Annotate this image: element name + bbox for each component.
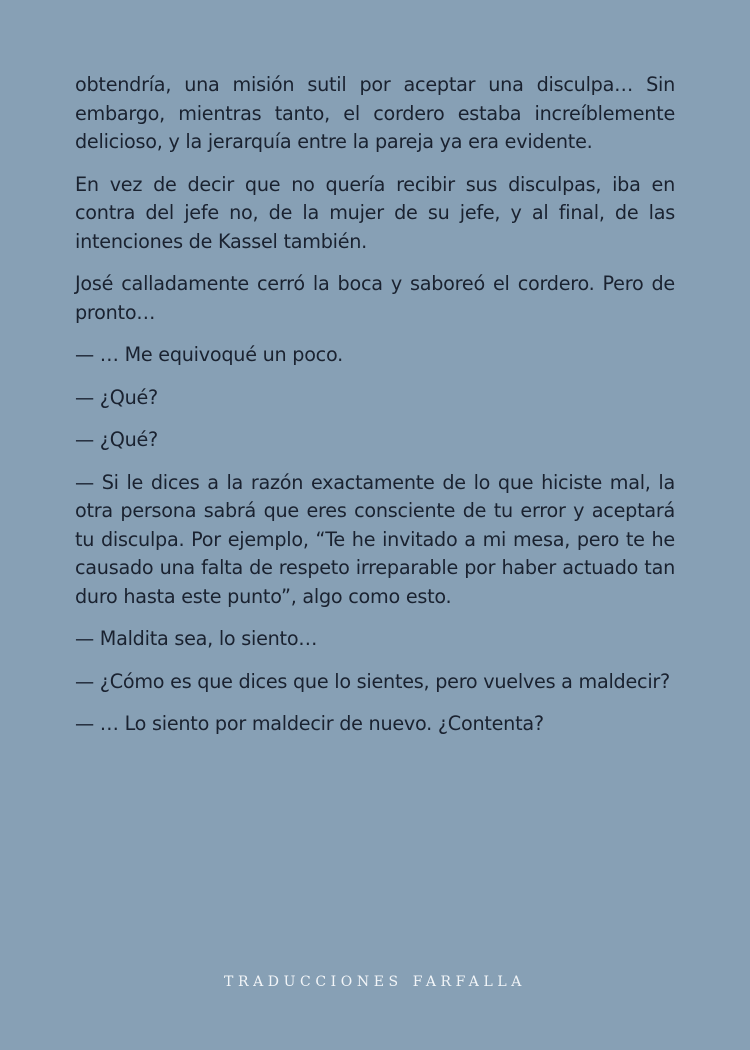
dialogue-line-2: — ¿Qué? xyxy=(75,385,158,409)
dialogue-line-1: — … Me equivoqué un poco. xyxy=(75,343,343,366)
paragraph-narration-1: obtendría, una misión sutil por aceptar una disculpa… Sin embargo, mientras tanto, el cordero estaba increíblemente delicioso, y la jerarquía entre la pareja ya era evidente. xyxy=(75,73,675,153)
document-body xyxy=(75,71,675,753)
publisher-footer xyxy=(0,974,750,990)
footer-word-traducciones: TRADUCCIONES xyxy=(224,974,403,990)
dialogue-line-7: — … Lo siento por maldecir de nuevo. ¿Contenta? xyxy=(75,712,544,735)
paragraph-narration-2: En vez de decir que no quería recibir sus disculpas, iba en contra del jefe no, de la mujer de su jefe, y al final, de las intenciones de Kassel también. xyxy=(75,172,675,253)
dialogue-line-4: — Si le dices a la razón exactamente de lo que hiciste mal, la otra persona sabrá que eres consciente de tu error y aceptará tu disculpa. Por ejemplo, “Te he invitado a mi mesa, pero te he causado una falta de respeto irreparable por haber actuado tan duro hasta este punto”, algo como esto. xyxy=(75,470,675,608)
footer-word-farfalla: FARFALLA xyxy=(412,974,526,990)
dialogue-line-6: — ¿Cómo es que dices que lo sientes, pero vuelves a maldecir? xyxy=(75,669,670,693)
paragraph-narration-3: José calladamente cerró la boca y saboreó el cordero. Pero de pronto… xyxy=(75,272,675,324)
dialogue-line-3: — ¿Qué? xyxy=(75,428,158,451)
dialogue-line-5: — Maldita sea, lo siento… xyxy=(75,627,318,650)
